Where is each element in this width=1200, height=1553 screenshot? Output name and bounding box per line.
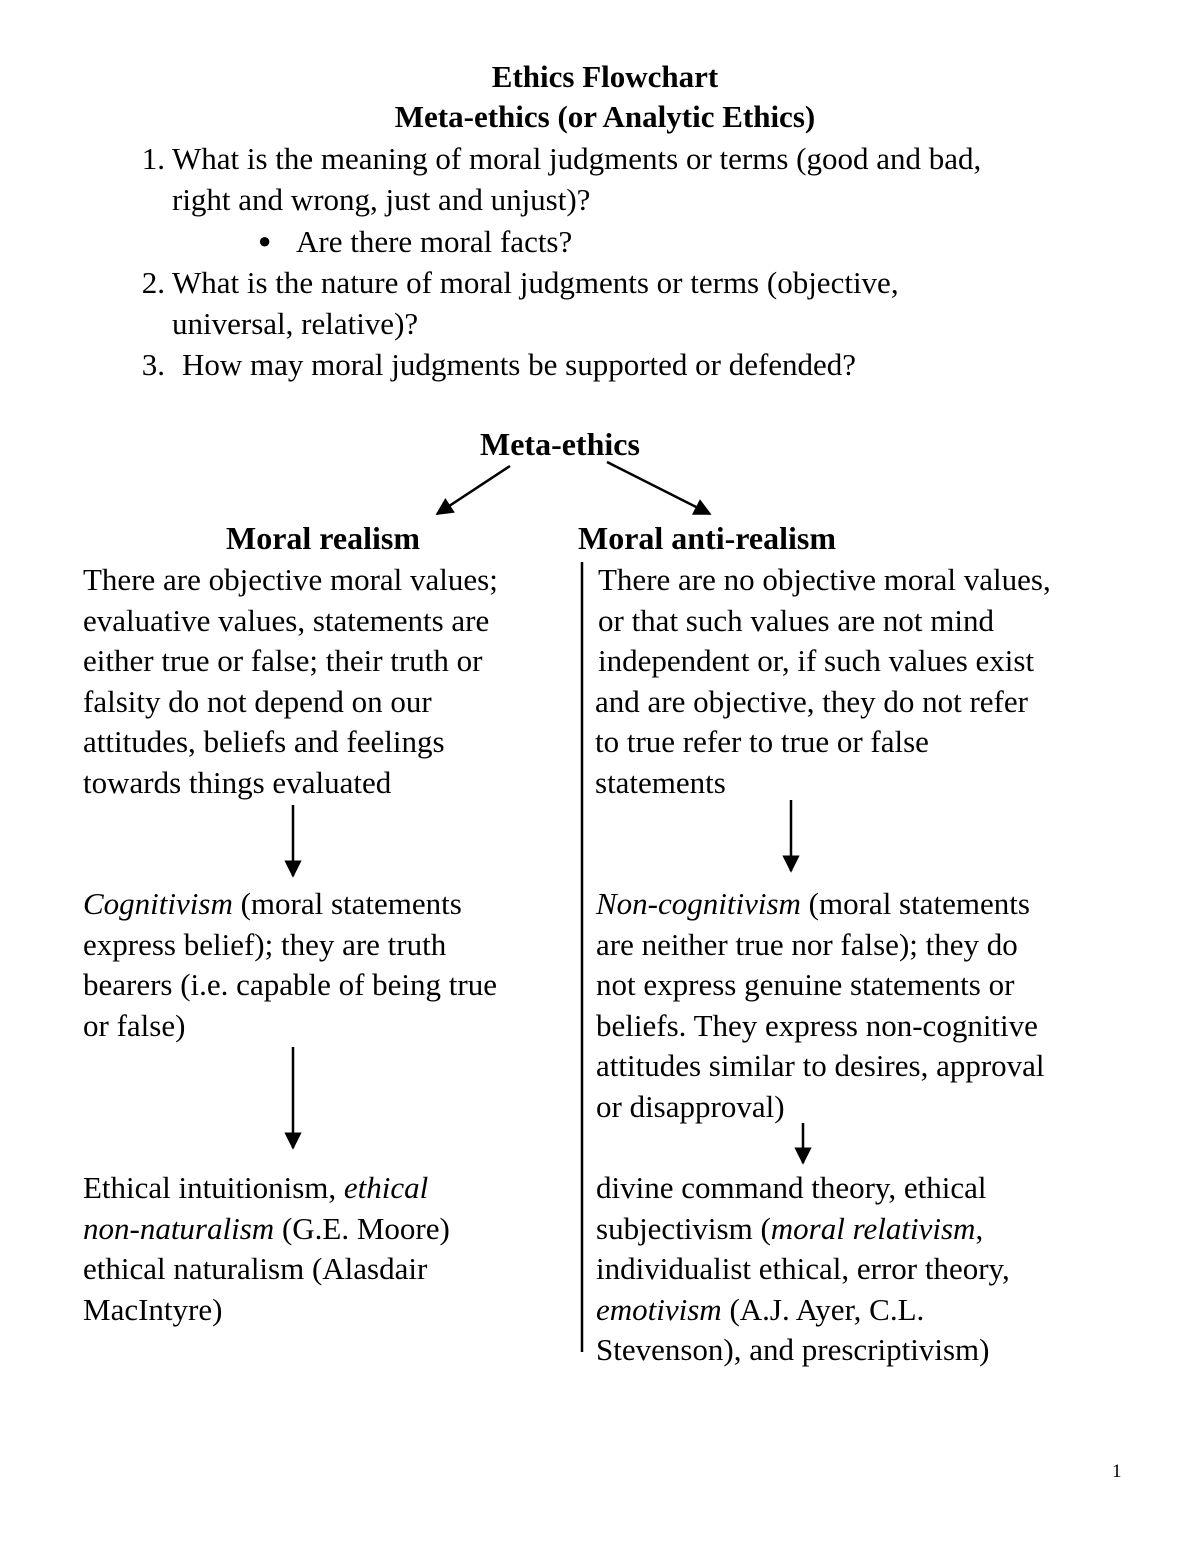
text-line: divine command theory, ethical (596, 1170, 987, 1205)
question-bullet: Are there moral facts? (296, 224, 573, 259)
non-cognitivism-term: Non-cognitivism (596, 886, 801, 921)
flowchart-root-label: Meta-ethics (480, 426, 640, 462)
text-line: or disapproval) (596, 1088, 785, 1124)
text-line: either true or false; their truth or (83, 643, 483, 678)
document-title: Ethics Flowchart (491, 59, 719, 94)
text-line: are neither true nor false); they do (596, 926, 1018, 962)
question-1-line-2: right and wrong, just and unjust)? (172, 182, 591, 217)
cognitivism-term: Cognitivism (83, 886, 233, 921)
text-line: attitudes, beliefs and feelings (83, 724, 445, 759)
text-line: or false) (83, 1007, 186, 1043)
text-fragment: , (975, 1210, 984, 1246)
text-line: attitudes similar to desires, approval (596, 1048, 1045, 1083)
question-2-number: 2. (141, 265, 165, 300)
text-line: towards things evaluated (83, 764, 392, 800)
text-fragment: (moral statements (800, 886, 1030, 921)
question-2-line-2: universal, relative)? (172, 306, 419, 341)
text-fragment: (moral statements (232, 886, 462, 921)
italic-term: emotivism (596, 1291, 722, 1327)
question-2-line-1: What is the nature of moral judgments or terms (objective, (172, 265, 899, 300)
text-line: independent or, if such values exist (598, 643, 1035, 678)
text-line: evaluative values, statements are (83, 602, 490, 638)
text-line: There are objective moral values; (83, 562, 498, 597)
text-line: statements (595, 764, 726, 800)
text-line: express belief); they are truth (83, 926, 447, 962)
italic-term: moral relativism (770, 1210, 976, 1246)
text-line: bearers (i.e. capable of being true (83, 967, 497, 1002)
italic-term: ethical (343, 1170, 429, 1205)
text-line: individualist ethical, error theory, (596, 1251, 1010, 1286)
text-line: and are objective, they do not refer (595, 683, 1028, 719)
text-line: or that such values are not mind (598, 602, 995, 638)
text-fragment: subjectivism ( (596, 1210, 771, 1246)
text-line: There are no objective moral values, (598, 562, 1051, 597)
document-subtitle: Meta-ethics (or Analytic Ethics) (394, 99, 816, 134)
question-1-number: 1. (141, 141, 165, 176)
text-line: ethical naturalism (Alasdair (83, 1251, 428, 1286)
text-fragment: (G.E. Moore) (274, 1210, 450, 1246)
italic-term: non-naturalism (83, 1210, 275, 1246)
arrow-to-anti-realism (607, 462, 710, 514)
page-number: 1 (1112, 1461, 1122, 1482)
moral-anti-realism-heading: Moral anti-realism (578, 520, 837, 556)
text-line: falsity do not depend on our (83, 683, 432, 719)
text-line: to true refer to true or false (595, 724, 929, 759)
text-line: beliefs. They express non-cognitive (596, 1007, 1038, 1043)
question-3-line-1: How may moral judgments be supported or defended? (182, 347, 857, 382)
text-fragment: Ethical intuitionism, (83, 1170, 344, 1205)
bullet-dot-icon: ● (258, 228, 272, 253)
moral-realism-heading: Moral realism (226, 520, 421, 556)
text-fragment: (A.J. Ayer, C.L. (721, 1291, 925, 1327)
question-1-line-1: What is the meaning of moral judgments or terms (good and bad, (172, 141, 982, 176)
text-line: MacIntyre) (83, 1291, 223, 1327)
text-line: not express genuine statements or (596, 967, 1015, 1002)
question-3-number: 3. (141, 347, 165, 382)
text-line: Stevenson), and prescriptivism) (596, 1332, 990, 1367)
arrow-to-realism (437, 466, 510, 514)
